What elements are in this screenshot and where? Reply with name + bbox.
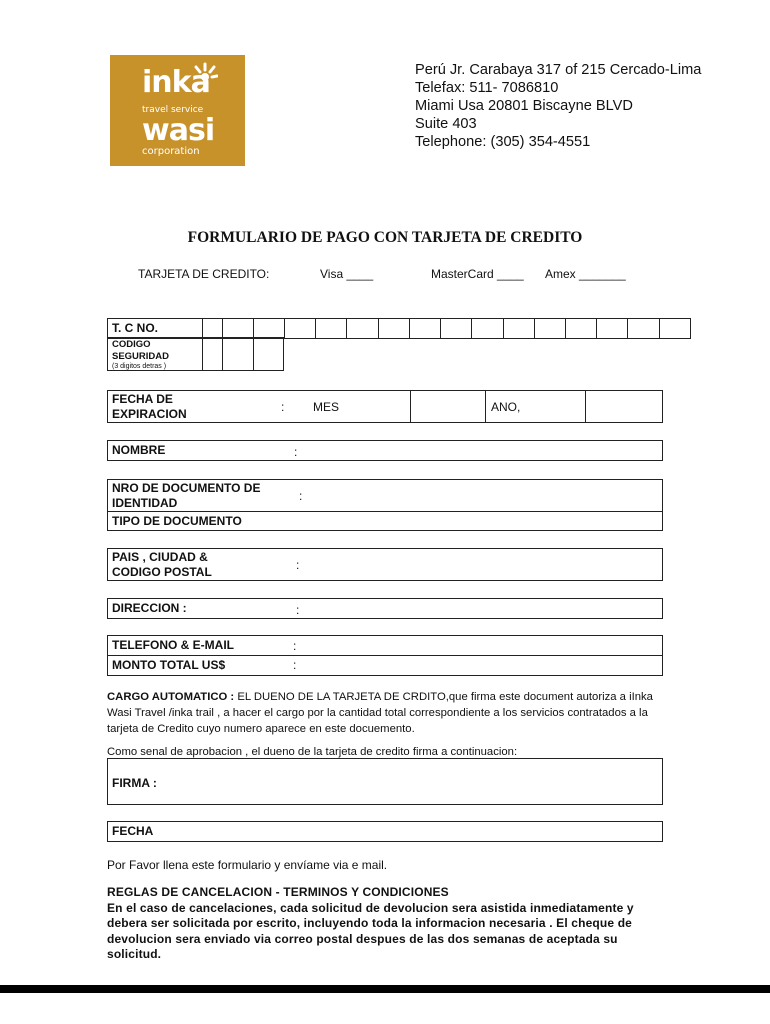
colon: : bbox=[293, 658, 297, 672]
document-number-label: IDENTIDAD bbox=[112, 496, 178, 510]
name-label: NOMBRE bbox=[112, 443, 166, 457]
document-field[interactable] bbox=[107, 479, 663, 531]
date-label: FECHA bbox=[112, 824, 154, 838]
company-logo bbox=[110, 55, 245, 166]
colon: : bbox=[296, 558, 300, 572]
logo-corporation: corporation bbox=[142, 146, 200, 157]
security-code-label: CODIGO bbox=[112, 339, 151, 350]
phone-amount-field[interactable] bbox=[107, 635, 663, 676]
year-label: ANO, bbox=[491, 400, 521, 414]
signature-label: FIRMA : bbox=[112, 776, 157, 790]
company-address bbox=[415, 61, 701, 151]
document-type-label: TIPO DE DOCUMENTO bbox=[112, 514, 242, 528]
address-line: Miami Usa 20801 Biscayne BLVD bbox=[415, 98, 633, 114]
approval-text: Como senal de aprobacion , el dueno de la tarjeta de credito firma a continuacion: bbox=[107, 746, 518, 758]
colon: : bbox=[281, 400, 285, 414]
cancellation-rules: REGLAS DE CANCELACION - TERMINOS Y CONDICIONES En el caso de cancelaciones, cada solicitud de devolucion sera asistida inmediatamente y debera ser solicitada por escrito, incluyendo toda la informacion necesaria . El cheque de devolucion sera enviado via correo postal despues de las dos semanas de aceptada su solicitud. bbox=[107, 885, 667, 963]
name-field[interactable] bbox=[107, 440, 663, 461]
address-line: Perú Jr. Carabaya 317 of 215 Cercado-Lima bbox=[415, 62, 702, 78]
visa-option[interactable]: Visa ____ bbox=[320, 267, 374, 281]
colon: : bbox=[294, 445, 298, 459]
phone-label: TELEFONO & E-MAIL bbox=[112, 638, 234, 652]
card-type-label: TARJETA DE CREDITO: bbox=[138, 267, 270, 281]
page-bottom-bar bbox=[0, 985, 770, 993]
authorization-text: CARGO AUTOMATICO : EL DUENO DE LA TARJETA DE CRDITO,que firma este document autoriza a iInka Wasi Travel /inka trail , a hacer el cargo por la cantidad total correspondiente a los servicios contratados a la tarjeta de Credito cuyo numero aparece en este docuemento. bbox=[107, 691, 653, 735]
expiration-label: FECHA DE bbox=[112, 392, 173, 406]
amex-option[interactable]: Amex _______ bbox=[545, 267, 626, 281]
amount-label: MONTO TOTAL US$ bbox=[112, 658, 226, 672]
address-label: DIRECCION : bbox=[112, 601, 187, 615]
address-line: Suite 403 bbox=[415, 116, 477, 132]
date-field[interactable] bbox=[107, 821, 663, 842]
month-label: MES bbox=[313, 400, 340, 414]
card-number-label: T. C NO. bbox=[112, 321, 159, 335]
security-code-label: SEGURIDAD bbox=[112, 351, 170, 362]
security-code-field[interactable] bbox=[107, 337, 284, 371]
colon: : bbox=[296, 603, 300, 617]
colon: : bbox=[299, 489, 303, 503]
form-title: FORMULARIO DE PAGO CON TARJETA DE CREDITO bbox=[187, 229, 583, 246]
logo-tagline: travel service bbox=[142, 105, 204, 115]
logo-word-inka: inka bbox=[142, 65, 210, 100]
mastercard-option[interactable]: MasterCard ____ bbox=[431, 267, 524, 281]
colon: : bbox=[293, 639, 297, 653]
rules-title: REGLAS DE CANCELACION - TERMINOS Y CONDICIONES bbox=[107, 885, 449, 899]
document-number-label: NRO DE DOCUMENTO DE bbox=[112, 481, 261, 495]
country-field[interactable] bbox=[107, 548, 663, 581]
address-field[interactable] bbox=[107, 598, 663, 619]
signature-field[interactable] bbox=[107, 758, 663, 805]
expiration-field[interactable] bbox=[107, 390, 663, 423]
expiration-label: EXPIRACION bbox=[112, 407, 187, 421]
logo-word-wasi: wasi bbox=[142, 113, 215, 148]
address-line: Telefax: 511- 7086810 bbox=[415, 80, 559, 96]
card-number-field[interactable] bbox=[107, 318, 691, 339]
instructions-text: Por Favor llena este formulario y envíame via e mail. bbox=[107, 858, 388, 872]
country-label: PAIS , CIUDAD & bbox=[112, 550, 208, 564]
security-code-hint: (3 digitos detras ) bbox=[112, 363, 167, 370]
address-line: Telephone: (305) 354-4551 bbox=[415, 134, 591, 150]
country-label: CODIGO POSTAL bbox=[112, 565, 212, 579]
